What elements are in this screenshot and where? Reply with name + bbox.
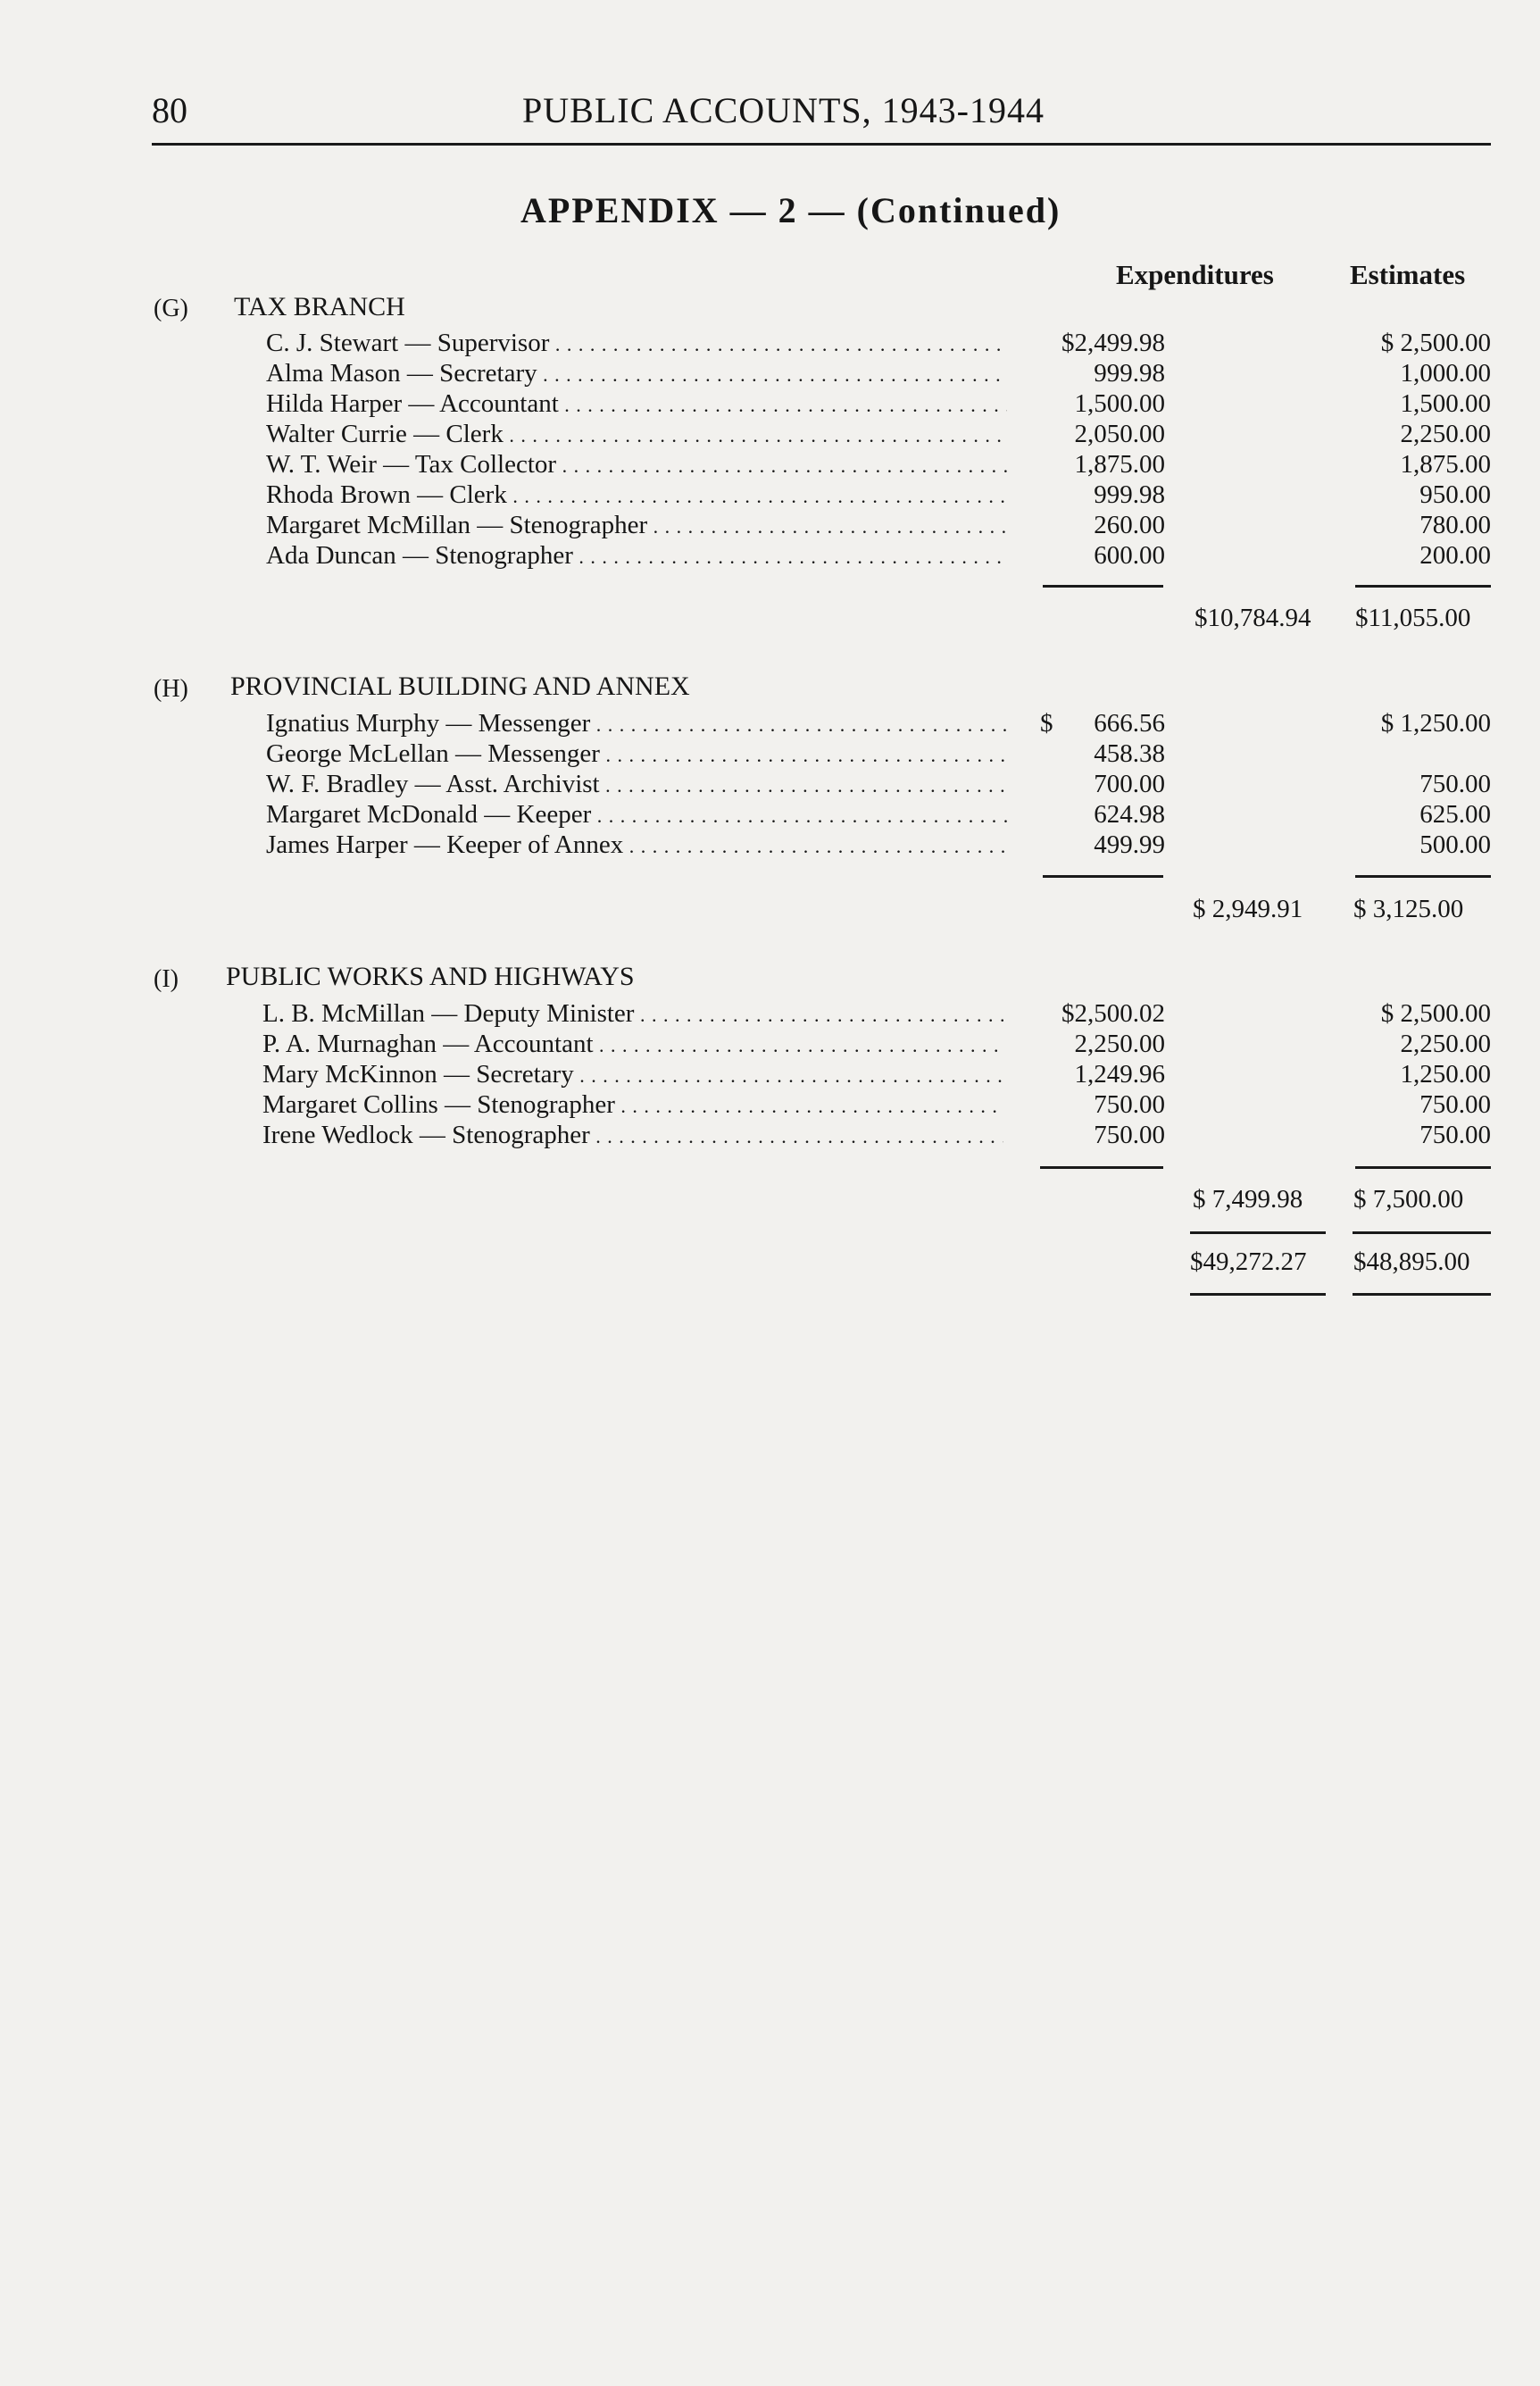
row-expenditure: 750.00 <box>1094 1090 1165 1119</box>
table-row <box>266 709 1491 739</box>
subtotal-rule-est <box>1355 1166 1491 1169</box>
row-name: C. J. Stewart — Supervisor . . . <box>266 329 1007 358</box>
grand-total-est: $48,895.00 <box>1353 1247 1470 1276</box>
row-name: L. B. McMillan — Deputy Minister . . . <box>262 999 1003 1029</box>
table-row <box>266 770 1491 800</box>
section-title: TAX BRANCH <box>234 292 405 321</box>
row-estimate: $ 1,250.00 <box>1380 709 1491 738</box>
row-expenditure: $2,500.02 <box>1061 999 1165 1028</box>
table-row <box>266 800 1491 830</box>
col-head-estimates: Estimates <box>1350 259 1466 290</box>
section-total-est: $ 3,125.00 <box>1353 895 1464 923</box>
row-expenditure: 2,050.00 <box>1074 420 1165 448</box>
table-row <box>266 450 1491 480</box>
row-name: W. T. Weir — Tax Collector . . . <box>266 450 1007 480</box>
section-total-exp: $10,784.94 <box>1195 604 1311 632</box>
grand-rule-exp-top <box>1190 1231 1326 1234</box>
table-row <box>262 1121 1491 1151</box>
header-rule <box>152 143 1491 146</box>
subtotal-rule-est <box>1355 585 1491 588</box>
currency-sign: $ <box>1040 709 1053 738</box>
table-row <box>266 329 1491 359</box>
row-estimate: 750.00 <box>1419 770 1491 798</box>
row-estimate: 1,000.00 <box>1400 359 1491 388</box>
row-expenditure: 999.98 <box>1094 359 1165 388</box>
col-head-expenditures: Expenditures <box>1116 259 1274 290</box>
table-row <box>266 511 1491 541</box>
grand-rule-exp-bottom <box>1190 1293 1326 1296</box>
table-row <box>266 359 1491 389</box>
row-expenditure: 260.00 <box>1094 511 1165 539</box>
row-estimate: 780.00 <box>1419 511 1491 539</box>
row-estimate: 1,250.00 <box>1400 1060 1491 1089</box>
row-name: Hilda Harper — Accountant . . . <box>266 389 1007 419</box>
row-estimate: 750.00 <box>1419 1090 1491 1119</box>
section-total-exp: $ 7,499.98 <box>1193 1185 1303 1214</box>
table-row <box>266 830 1491 861</box>
section-title: PUBLIC WORKS AND HIGHWAYS <box>226 962 635 991</box>
grand-rule-est-top <box>1353 1231 1491 1234</box>
row-estimate: 2,250.00 <box>1400 420 1491 448</box>
running-title: PUBLIC ACCOUNTS, 1943-1944 <box>522 90 1045 130</box>
grand-total-exp: $49,272.27 <box>1190 1247 1307 1276</box>
row-estimate: $ 2,500.00 <box>1380 329 1491 357</box>
appendix-title: APPENDIX — 2 — (Continued) <box>520 190 1061 230</box>
section-letter: (H) <box>154 675 188 703</box>
table-row <box>266 739 1491 770</box>
row-expenditure: 999.98 <box>1094 480 1165 509</box>
row-name: Margaret McDonald — Keeper . . . <box>266 800 1007 830</box>
row-estimate: 1,875.00 <box>1400 450 1491 479</box>
section-total-exp: $ 2,949.91 <box>1193 895 1303 923</box>
row-name: Mary McKinnon — Secretary . . . <box>262 1060 1003 1089</box>
row-name: James Harper — Keeper of Annex . . . <box>266 830 1007 860</box>
row-estimate: 625.00 <box>1419 800 1491 829</box>
row-name: Irene Wedlock — Stenographer . . . <box>262 1121 1003 1150</box>
row-name: Rhoda Brown — Clerk . . . <box>266 480 1007 510</box>
row-expenditure: 600.00 <box>1094 541 1165 570</box>
row-expenditure: 666.56 <box>1094 709 1165 738</box>
row-expenditure: 700.00 <box>1094 770 1165 798</box>
table-row <box>266 541 1491 571</box>
row-estimate: $ 2,500.00 <box>1380 999 1491 1028</box>
row-expenditure: $2,499.98 <box>1061 329 1165 357</box>
row-expenditure: 750.00 <box>1094 1121 1165 1149</box>
row-name: Ignatius Murphy — Messenger . . . <box>266 709 1007 738</box>
row-name: Margaret Collins — Stenographer . . . <box>262 1090 1003 1120</box>
row-estimate: 500.00 <box>1419 830 1491 859</box>
section-letter: (G) <box>154 295 188 322</box>
section-total-est: $ 7,500.00 <box>1353 1185 1464 1214</box>
row-expenditure: 1,249.96 <box>1074 1060 1165 1089</box>
subtotal-rule-exp <box>1043 875 1163 878</box>
table-row <box>266 480 1491 511</box>
table-row <box>262 1030 1491 1060</box>
subtotal-rule-exp <box>1043 585 1163 588</box>
subtotal-rule-est <box>1355 875 1491 878</box>
row-name: Walter Currie — Clerk . . . <box>266 420 1007 449</box>
row-expenditure: 1,500.00 <box>1074 389 1165 418</box>
row-name: W. F. Bradley — Asst. Archivist . . . <box>266 770 1007 799</box>
row-expenditure: 499.99 <box>1094 830 1165 859</box>
row-name: P. A. Murnaghan — Accountant . . . <box>262 1030 1003 1059</box>
section-total-est: $11,055.00 <box>1355 604 1471 632</box>
row-name: George McLellan — Messenger . . . <box>266 739 1007 769</box>
table-row <box>262 1060 1491 1090</box>
row-estimate: 950.00 <box>1419 480 1491 509</box>
row-estimate: 1,500.00 <box>1400 389 1491 418</box>
table-row <box>262 999 1491 1030</box>
row-estimate: 200.00 <box>1419 541 1491 570</box>
row-expenditure: 458.38 <box>1094 739 1165 768</box>
row-expenditure: 624.98 <box>1094 800 1165 829</box>
page-number: 80 <box>152 90 187 130</box>
row-name: Alma Mason — Secretary . . . <box>266 359 1007 388</box>
table-row <box>266 389 1491 420</box>
grand-rule-est-bottom <box>1353 1293 1491 1296</box>
section-title: PROVINCIAL BUILDING AND ANNEX <box>230 672 690 701</box>
row-estimate: 750.00 <box>1419 1121 1491 1149</box>
table-row <box>262 1090 1491 1121</box>
subtotal-rule-exp <box>1040 1166 1163 1169</box>
section-letter: (I) <box>154 965 179 993</box>
table-row <box>266 420 1491 450</box>
row-name: Margaret McMillan — Stenographer . . . <box>266 511 1007 540</box>
row-expenditure: 1,875.00 <box>1074 450 1165 479</box>
row-estimate: 2,250.00 <box>1400 1030 1491 1058</box>
row-name: Ada Duncan — Stenographer . . . <box>266 541 1007 571</box>
row-expenditure: 2,250.00 <box>1074 1030 1165 1058</box>
